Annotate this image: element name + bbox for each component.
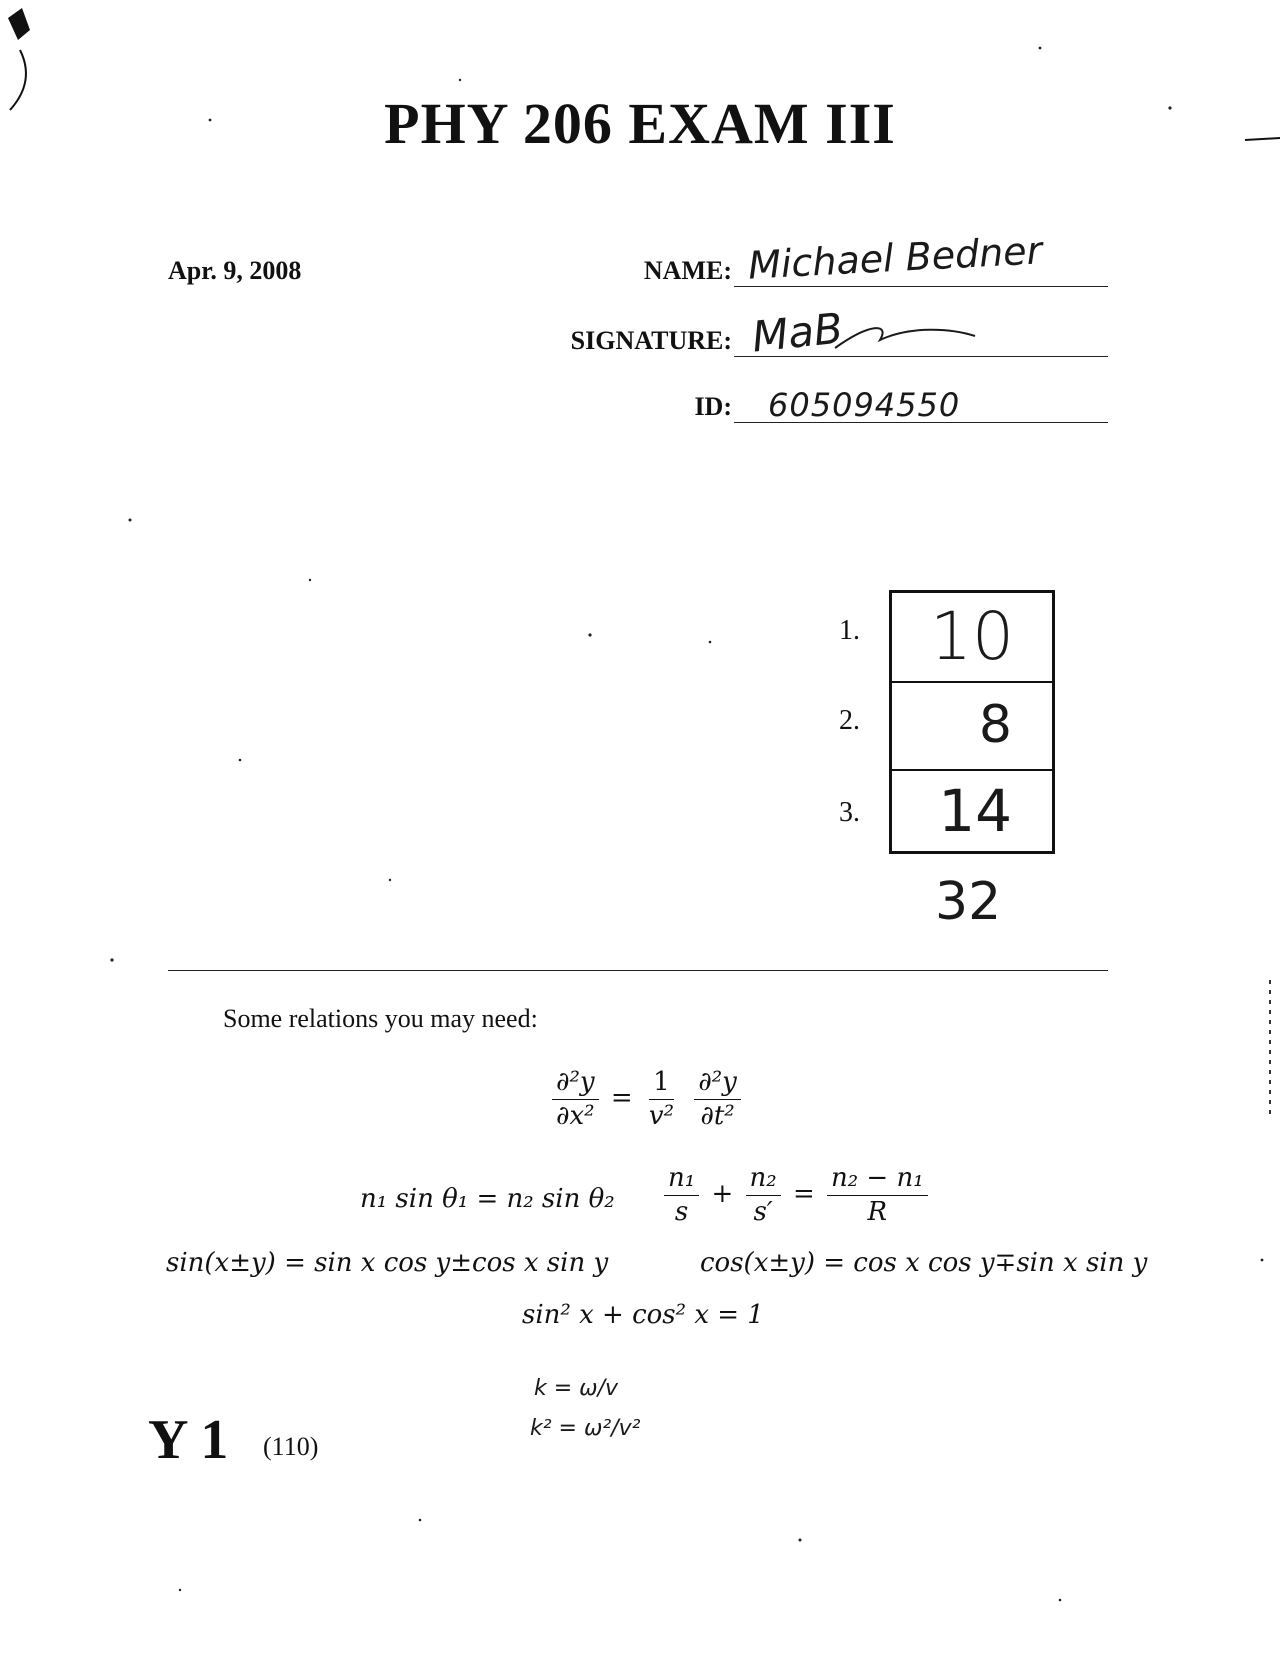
name-label: NAME: [643, 256, 732, 285]
score-value-1: 10 [930, 598, 1014, 675]
wave-coef-den: v² [648, 1100, 675, 1131]
scan-mark-curve [10, 50, 26, 110]
version-code: Y 1 [148, 1409, 229, 1471]
signature-label: SIGNATURE: [570, 326, 732, 355]
score-total: 32 [935, 872, 1002, 932]
name-value: Michael Bedner [747, 228, 1044, 288]
wave-lhs-den: ∂x² [556, 1100, 595, 1131]
id-value: 605094550 [768, 386, 961, 424]
handwritten-note-2: k² = ω²/v² [530, 1416, 641, 1441]
refr-a-num: n₁ [664, 1164, 699, 1196]
sin-sum-identity: sin(x±y) = sin x cos y±cos x sin y [166, 1248, 609, 1278]
id-label: ID: [694, 392, 732, 421]
cos-sum-identity: cos(x±y) = cos x cos y∓sin x sin y [700, 1248, 1148, 1278]
snell-law: n₁ sin θ₁ = n₂ sin θ₂ [360, 1184, 615, 1214]
exam-date: Apr. 9, 2008 [168, 256, 302, 285]
score-label-1: 1. [839, 615, 860, 646]
refr-eq: = [792, 1179, 815, 1210]
refr-plus: + [711, 1179, 734, 1210]
wave-coef-num: 1 [649, 1068, 674, 1100]
refr-a-den: s [674, 1196, 689, 1227]
score-label-2: 2. [839, 705, 860, 736]
wave-rhs-num: ∂²y [694, 1068, 741, 1100]
score-value-2: 8 [978, 695, 1012, 755]
pythagorean-identity: sin² x + cos² x = 1 [522, 1300, 764, 1330]
score-value-3: 14 [938, 777, 1012, 845]
refr-b-den: s′ [753, 1196, 773, 1227]
scan-mark-corner [8, 8, 30, 40]
wave-rhs-den: ∂t² [700, 1100, 735, 1131]
score-label-3: 3. [839, 797, 860, 828]
refr-b-num: n₂ [746, 1164, 781, 1196]
wave-lhs-num: ∂²y [552, 1068, 599, 1100]
refr-c-num: n₂ − n₁ [827, 1164, 928, 1196]
version-number: (110) [263, 1432, 319, 1461]
exam-title: PHY 206 EXAM III [384, 91, 896, 156]
relations-intro: Some relations you may need: [223, 1004, 538, 1033]
wave-eq-sign: = [610, 1083, 633, 1114]
handwritten-note-1: k = ω/v [534, 1376, 619, 1401]
signature-value: MaB [749, 303, 846, 362]
refr-c-den: R [867, 1196, 888, 1227]
scan-mark-edge [1245, 138, 1280, 140]
